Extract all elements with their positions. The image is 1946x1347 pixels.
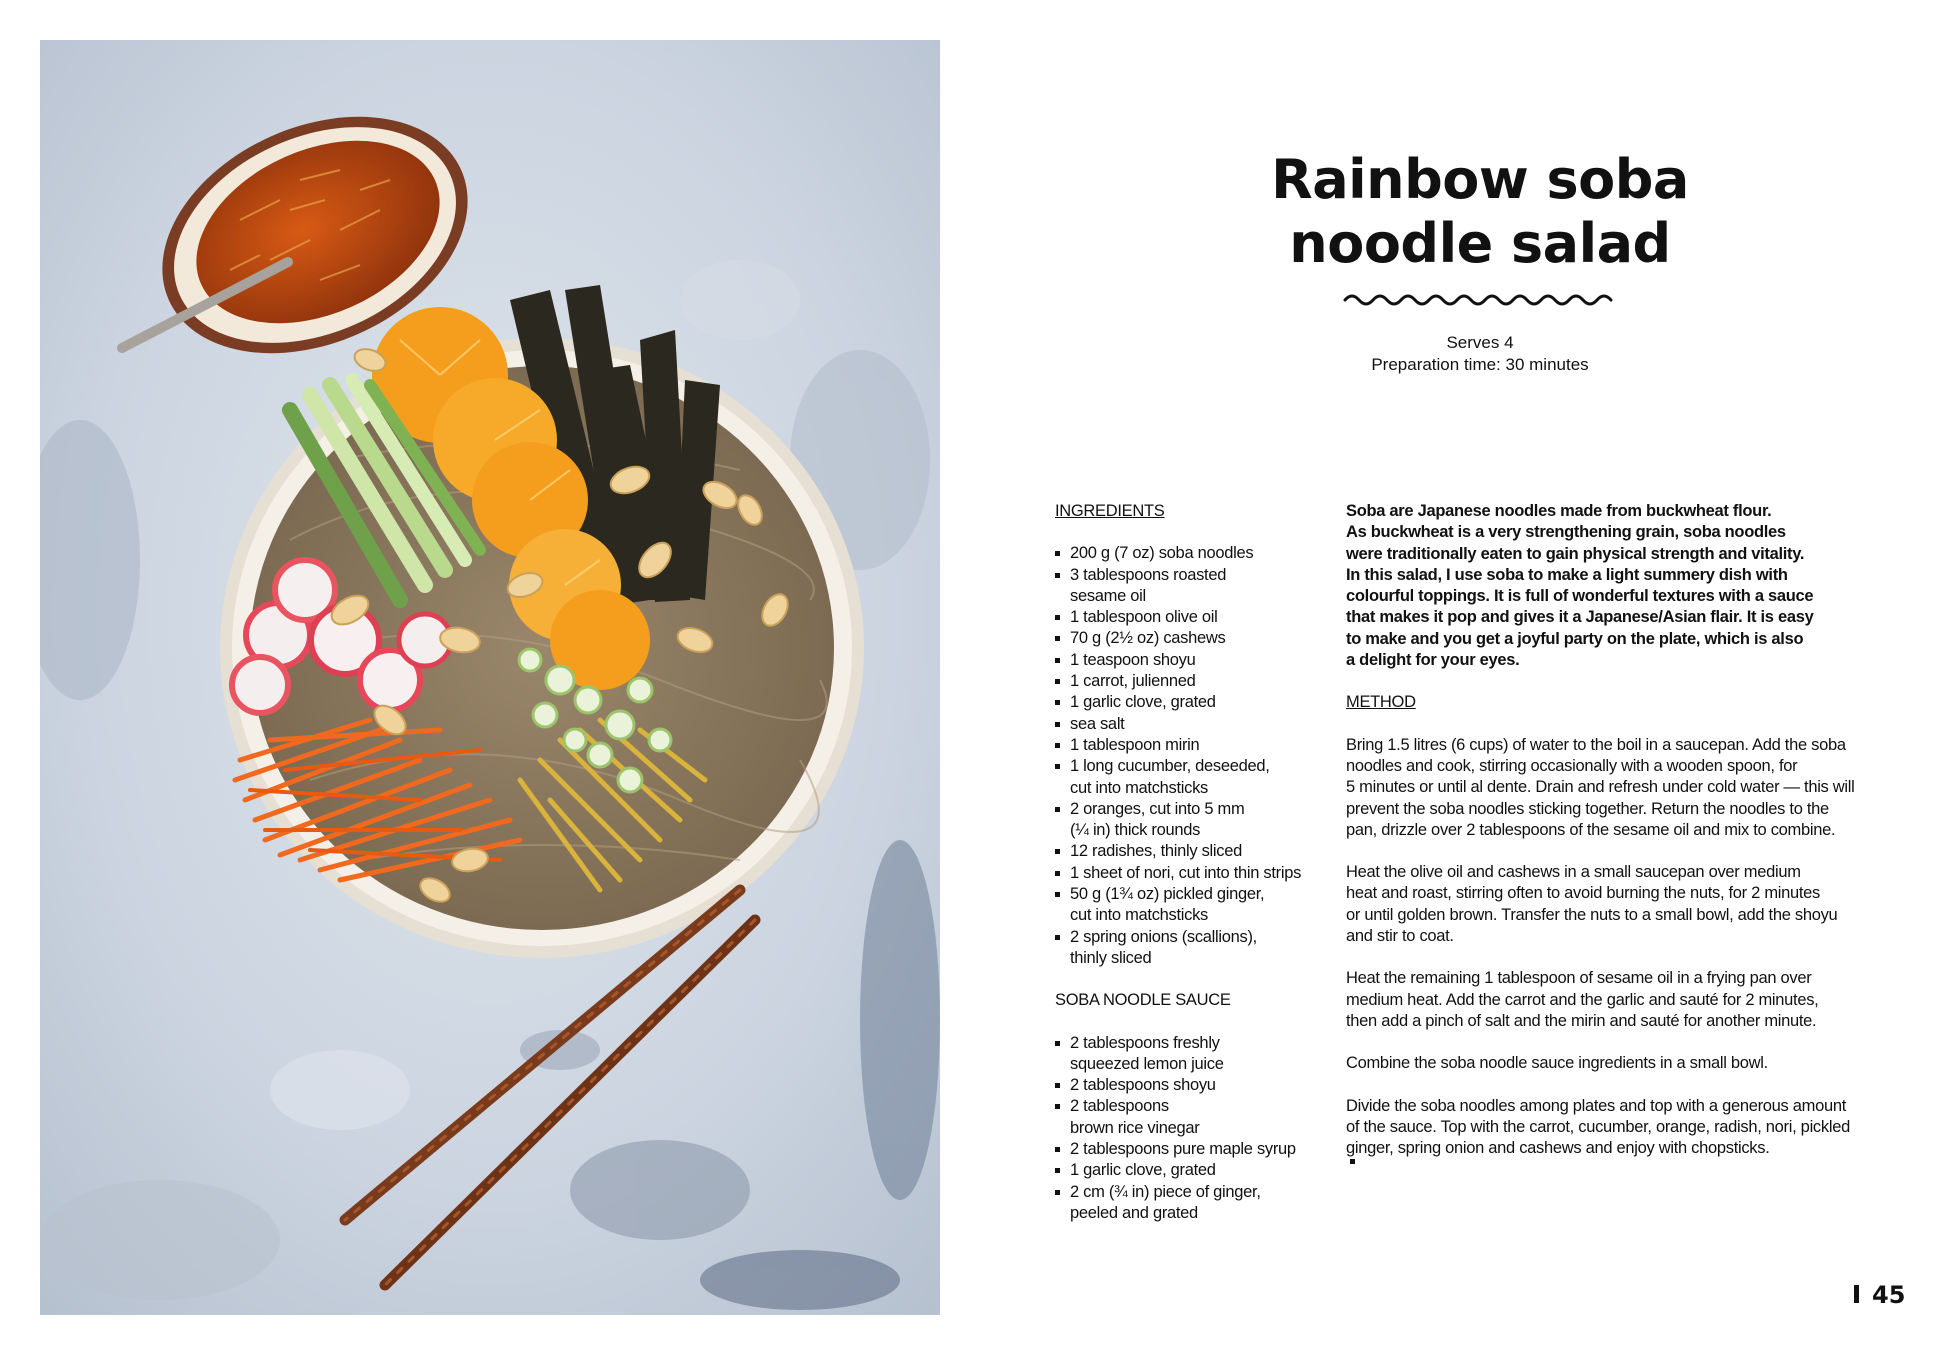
sauce-ingredient-item: 2 tablespoons freshly squeezed lemon juice xyxy=(1055,1033,1345,1076)
intro-paragraph: Soba are Japanese noodles made from buckwheat flour. As buckwheat is a very strengthening grain, soba noodles were traditionally eaten to gain physical strength and vitality. In this salad, I use soba to make a light summery dish with colourful toppings. It is full of wonderful textures with a sauce that makes it pop and gives it a Japanese/Asian flair. It is easy to make and you get a joyful party on the plate, which is also a delight for your eyes. xyxy=(1346,502,1814,670)
recipe-meta xyxy=(1280,332,1680,376)
ingredient-item: 1 garlic clove, grated xyxy=(1055,692,1345,713)
ingredient-item: 1 carrot, julienned xyxy=(1055,671,1345,692)
sauce-ingredients-list xyxy=(1055,1033,1345,1225)
method-heading: METHOD xyxy=(1346,693,1416,712)
recipe-title xyxy=(1235,148,1725,276)
ingredients-column xyxy=(1055,501,1345,1224)
soba-salad-photo xyxy=(40,40,940,1315)
end-mark xyxy=(1350,1159,1355,1164)
sauce-ingredient-item: 2 cm (¾ in) piece of ginger, peeled and grated xyxy=(1055,1182,1345,1225)
decorative-wave-divider xyxy=(1343,290,1619,310)
sauce-ingredient-item: 2 tablespoons shoyu xyxy=(1055,1075,1345,1096)
ingredient-item: 1 tablespoon olive oil xyxy=(1055,607,1345,628)
method-column xyxy=(1346,501,1906,1185)
ingredient-item: 12 radishes, thinly sliced xyxy=(1055,841,1345,862)
method-step: Combine the soba noodle sauce ingredients in a small bowl. xyxy=(1346,1054,1768,1073)
ingredient-item: sea salt xyxy=(1055,714,1345,735)
method-step: Heat the remaining 1 tablespoon of sesame oil in a frying pan over medium heat. Add the carrot and the garlic and sauté for 2 minutes, then add a pinch of salt and the mirin and sauté for another minute. xyxy=(1346,969,1819,1030)
sauce-heading: SOBA NOODLE SAUCE xyxy=(1055,991,1231,1010)
prep-time-text: Preparation time: 30 minutes xyxy=(1371,355,1589,374)
ingredient-item: 50 g (1¾ oz) pickled ginger, cut into matchsticks xyxy=(1055,884,1345,927)
ingredient-item: 1 tablespoon mirin xyxy=(1055,735,1345,756)
ingredient-item: 1 teaspoon shoyu xyxy=(1055,650,1345,671)
ingredient-item: 1 sheet of nori, cut into thin strips xyxy=(1055,863,1345,884)
serves-text: Serves 4 xyxy=(1446,333,1514,352)
recipe-title-line-1: Rainbow soba xyxy=(1271,148,1689,211)
recipe-title-line-2: noodle salad xyxy=(1289,212,1671,275)
sauce-ingredient-item: 2 tablespoons pure maple syrup xyxy=(1055,1139,1345,1160)
method-step: Bring 1.5 litres (6 cups) of water to the boil in a saucepan. Add the soba noodles and cook, stirring occasionally with a wooden spoon, for 5 minutes or until al dente. Drain and refresh under cold water — this will prevent the soba noodles sticking together. Return the noodles to the pan, drizzle over 2 tablespoons of the sesame oil and mix to combine. xyxy=(1346,735,1855,839)
ingredient-item: 70 g (2½ oz) cashews xyxy=(1055,628,1345,649)
ingredients-heading: INGREDIENTS xyxy=(1055,502,1165,520)
ingredient-item: 2 oranges, cut into 5 mm (¼ in) thick rounds xyxy=(1055,799,1345,842)
ingredient-item: 200 g (7 oz) soba noodles xyxy=(1055,543,1345,564)
sauce-ingredient-item: 2 tablespoons brown rice vinegar xyxy=(1055,1096,1345,1139)
method-step: Heat the olive oil and cashews in a small saucepan over medium heat and roast, stirring often to avoid burning the nuts, for 2 minutes or until golden brown. Transfer the nuts to a small bowl, add the shoyu and stir to coat. xyxy=(1346,863,1838,946)
page-number: 45 xyxy=(1872,1281,1906,1309)
page-number-marker xyxy=(1854,1285,1859,1303)
ingredient-item: 1 long cucumber, deseeded, cut into matchsticks xyxy=(1055,756,1345,799)
sauce-ingredient-item: 1 garlic clove, grated xyxy=(1055,1160,1345,1181)
ingredient-item: 2 spring onions (scallions), thinly sliced xyxy=(1055,927,1345,970)
ingredients-list xyxy=(1055,543,1345,969)
recipe-photo xyxy=(40,40,940,1315)
ingredient-item: 3 tablespoons roasted sesame oil xyxy=(1055,565,1345,608)
method-step: Divide the soba noodles among plates and top with a generous amount of the sauce. Top with the carrot, cucumber, orange, radish, nori, pickled ginger, spring onion and cashews and enjoy with chopsticks. xyxy=(1346,1096,1906,1165)
